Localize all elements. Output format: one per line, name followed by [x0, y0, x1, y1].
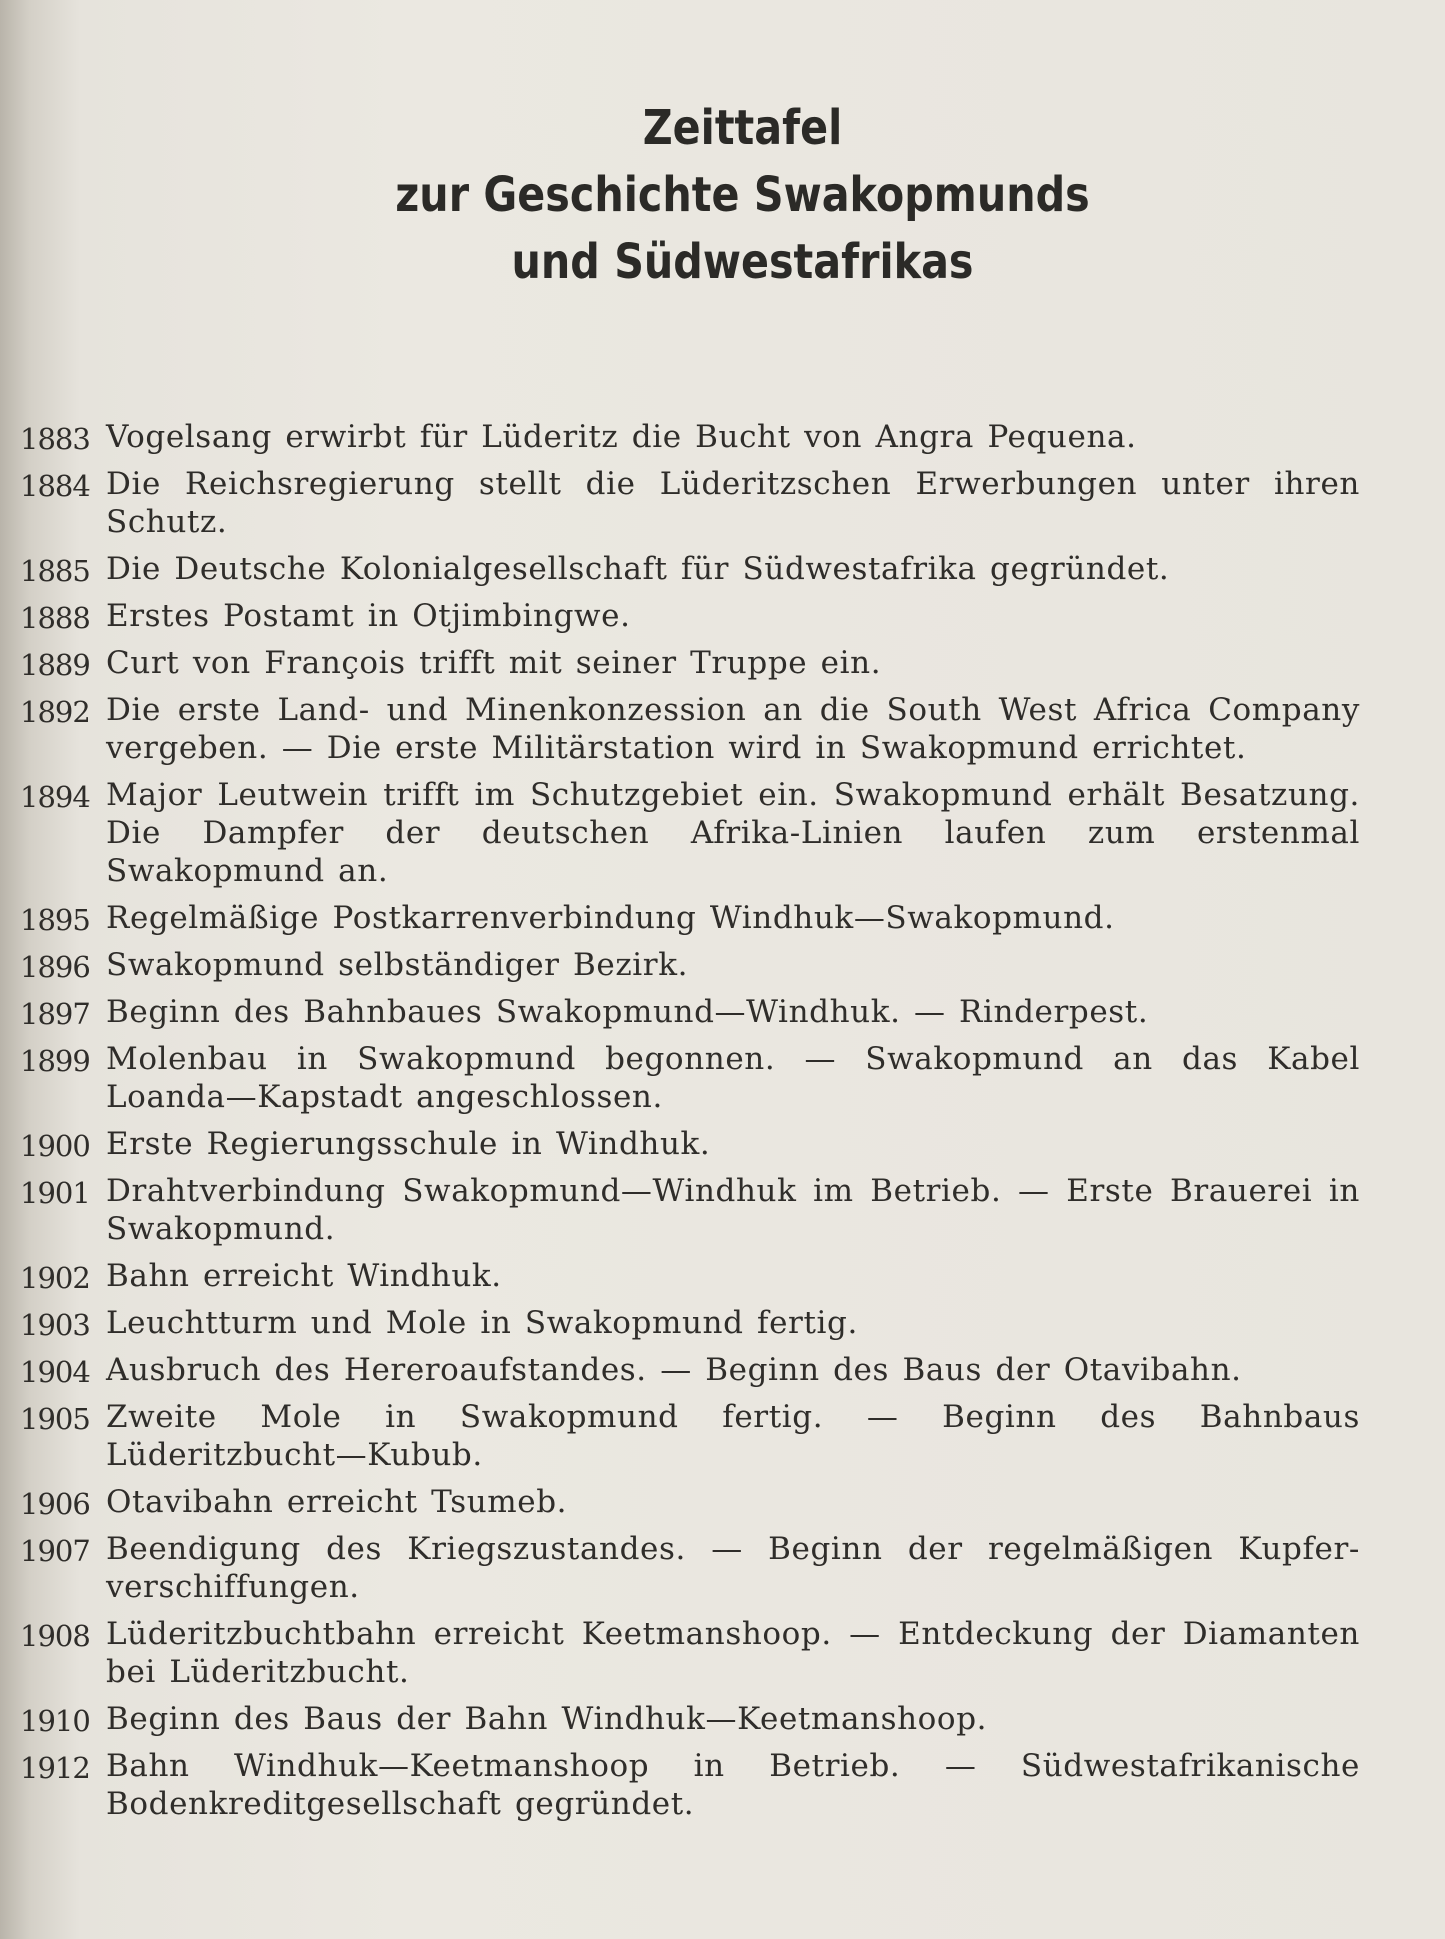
entry-text: Molenbau in Swakopmund begonnen. — Swakopmund an das Kabel Loanda—Kapstadt angeschlossen.: [106, 1041, 1360, 1115]
entry-year: 1912: [20, 1751, 90, 1785]
entry-text: Regelmäßige Postkarrenverbindung Windhuk—Swakopmund.: [106, 900, 1115, 936]
timeline-entry: [20, 899, 1360, 937]
timeline-entry: [20, 691, 1360, 767]
entry-text: Die Deutsche Kolonialgesellschaft für Südwestafrika gegründet.: [106, 551, 1170, 587]
entry-year: 1889: [20, 648, 90, 682]
entry-year: 1885: [20, 554, 90, 588]
entry-year: 1901: [20, 1176, 90, 1210]
entry-text: Drahtverbindung Swakopmund—Windhuk im Betrieb. — Erste Brauerei in Swakopmund.: [106, 1173, 1360, 1247]
timeline-entry: [20, 946, 1360, 984]
timeline-entry: [20, 465, 1360, 541]
entry-year: 1900: [20, 1129, 90, 1163]
entry-year: 1895: [20, 903, 90, 937]
entry-text: Swakopmund selbständiger Bezirk.: [106, 947, 689, 983]
entry-year: 1910: [20, 1704, 90, 1738]
entry-year: 1903: [20, 1308, 90, 1342]
page-title: [0, 95, 1445, 296]
entry-text: Beendigung des Kriegszustandes. — Beginn der regelmäßigen Kupfer-verschiffungen.: [106, 1531, 1360, 1605]
timeline-entry: [20, 644, 1360, 682]
timeline-entry: [20, 550, 1360, 588]
entry-year: 1905: [20, 1402, 90, 1436]
entry-text: Curt von François trifft mit seiner Truppe ein.: [106, 645, 882, 681]
entry-text: Erste Regierungsschule in Windhuk.: [106, 1126, 711, 1162]
entry-year: 1906: [20, 1487, 90, 1521]
timeline-list: [20, 418, 1360, 1832]
timeline-entry: [20, 1040, 1360, 1116]
timeline-entry: [20, 1700, 1360, 1738]
entry-year: 1888: [20, 601, 90, 635]
timeline-entry: [20, 1483, 1360, 1521]
entry-year: 1904: [20, 1355, 90, 1389]
timeline-entry: [20, 1257, 1360, 1295]
timeline-entry: [20, 1172, 1360, 1248]
entry-year: 1899: [20, 1044, 90, 1078]
timeline-entry: [20, 1398, 1360, 1474]
entry-year: 1883: [20, 422, 90, 456]
entry-text: Otavibahn erreicht Tsumeb.: [106, 1484, 568, 1520]
title-line-3: und Südwestafrikas: [511, 234, 974, 290]
entry-text: Leuchtturm und Mole in Swakopmund fertig.: [106, 1305, 858, 1341]
entry-year: 1884: [20, 469, 90, 503]
timeline-entry: [20, 1530, 1360, 1606]
entry-text: Major Leutwein trifft im Schutzgebiet ein. Swakopmund erhält Besatzung. Die Dampfer der deutschen Afrika-Linien laufen zum erstenmal Swakopmund an.: [106, 777, 1360, 889]
entry-text: Bahn erreicht Windhuk.: [106, 1258, 502, 1294]
timeline-entry: [20, 993, 1360, 1031]
title-line-1: Zeittafel: [642, 100, 843, 156]
entry-text: Beginn des Bahnbaues Swakopmund—Windhuk. — Rinderpest.: [106, 994, 1149, 1030]
timeline-entry: [20, 1747, 1360, 1823]
entry-text: Ausbruch des Hereroaufstandes. — Beginn des Baus der Otavibahn.: [106, 1352, 1242, 1388]
timeline-entry: [20, 1615, 1360, 1691]
entry-text: Die Reichsregierung stellt die Lüderitzschen Erwerbungen unter ihren Schutz.: [106, 466, 1360, 540]
entry-year: 1892: [20, 695, 90, 729]
timeline-entry: [20, 1304, 1360, 1342]
entry-year: 1896: [20, 950, 90, 984]
entry-year: 1907: [20, 1534, 90, 1568]
entry-year: 1902: [20, 1261, 90, 1295]
entry-year: 1897: [20, 997, 90, 1031]
entry-text: Zweite Mole in Swakopmund fertig. — Beginn des Bahnbaus Lüderitzbucht—Kubub.: [106, 1399, 1360, 1473]
timeline-entry: [20, 1125, 1360, 1163]
entry-text: Erstes Postamt in Otjimbingwe.: [106, 598, 631, 634]
entry-year: 1908: [20, 1619, 90, 1653]
timeline-entry: [20, 418, 1360, 456]
timeline-entry: [20, 597, 1360, 635]
entry-text: Beginn des Baus der Bahn Windhuk—Keetmanshoop.: [106, 1701, 988, 1737]
timeline-entry: [20, 776, 1360, 890]
entry-year: 1894: [20, 780, 90, 814]
entry-text: Bahn Windhuk—Keetmanshoop in Betrieb. — Südwestafrikanische Bodenkreditgesellschaft gegründet.: [106, 1748, 1360, 1822]
entry-text: Lüderitzbuchtbahn erreicht Keetmanshoop. — Entdeckung der Diamanten bei Lüderitzbucht.: [106, 1616, 1360, 1690]
entry-text: Die erste Land- und Minenkonzession an die South West Africa Company vergeben. — Die erste Militärstation wird in Swakopmund errichtet.: [106, 692, 1360, 766]
title-line-2: zur Geschichte Swakopmunds: [395, 167, 1090, 223]
timeline-entry: [20, 1351, 1360, 1389]
entry-text: Vogelsang erwirbt für Lüderitz die Bucht von Angra Pequena.: [106, 419, 1137, 455]
